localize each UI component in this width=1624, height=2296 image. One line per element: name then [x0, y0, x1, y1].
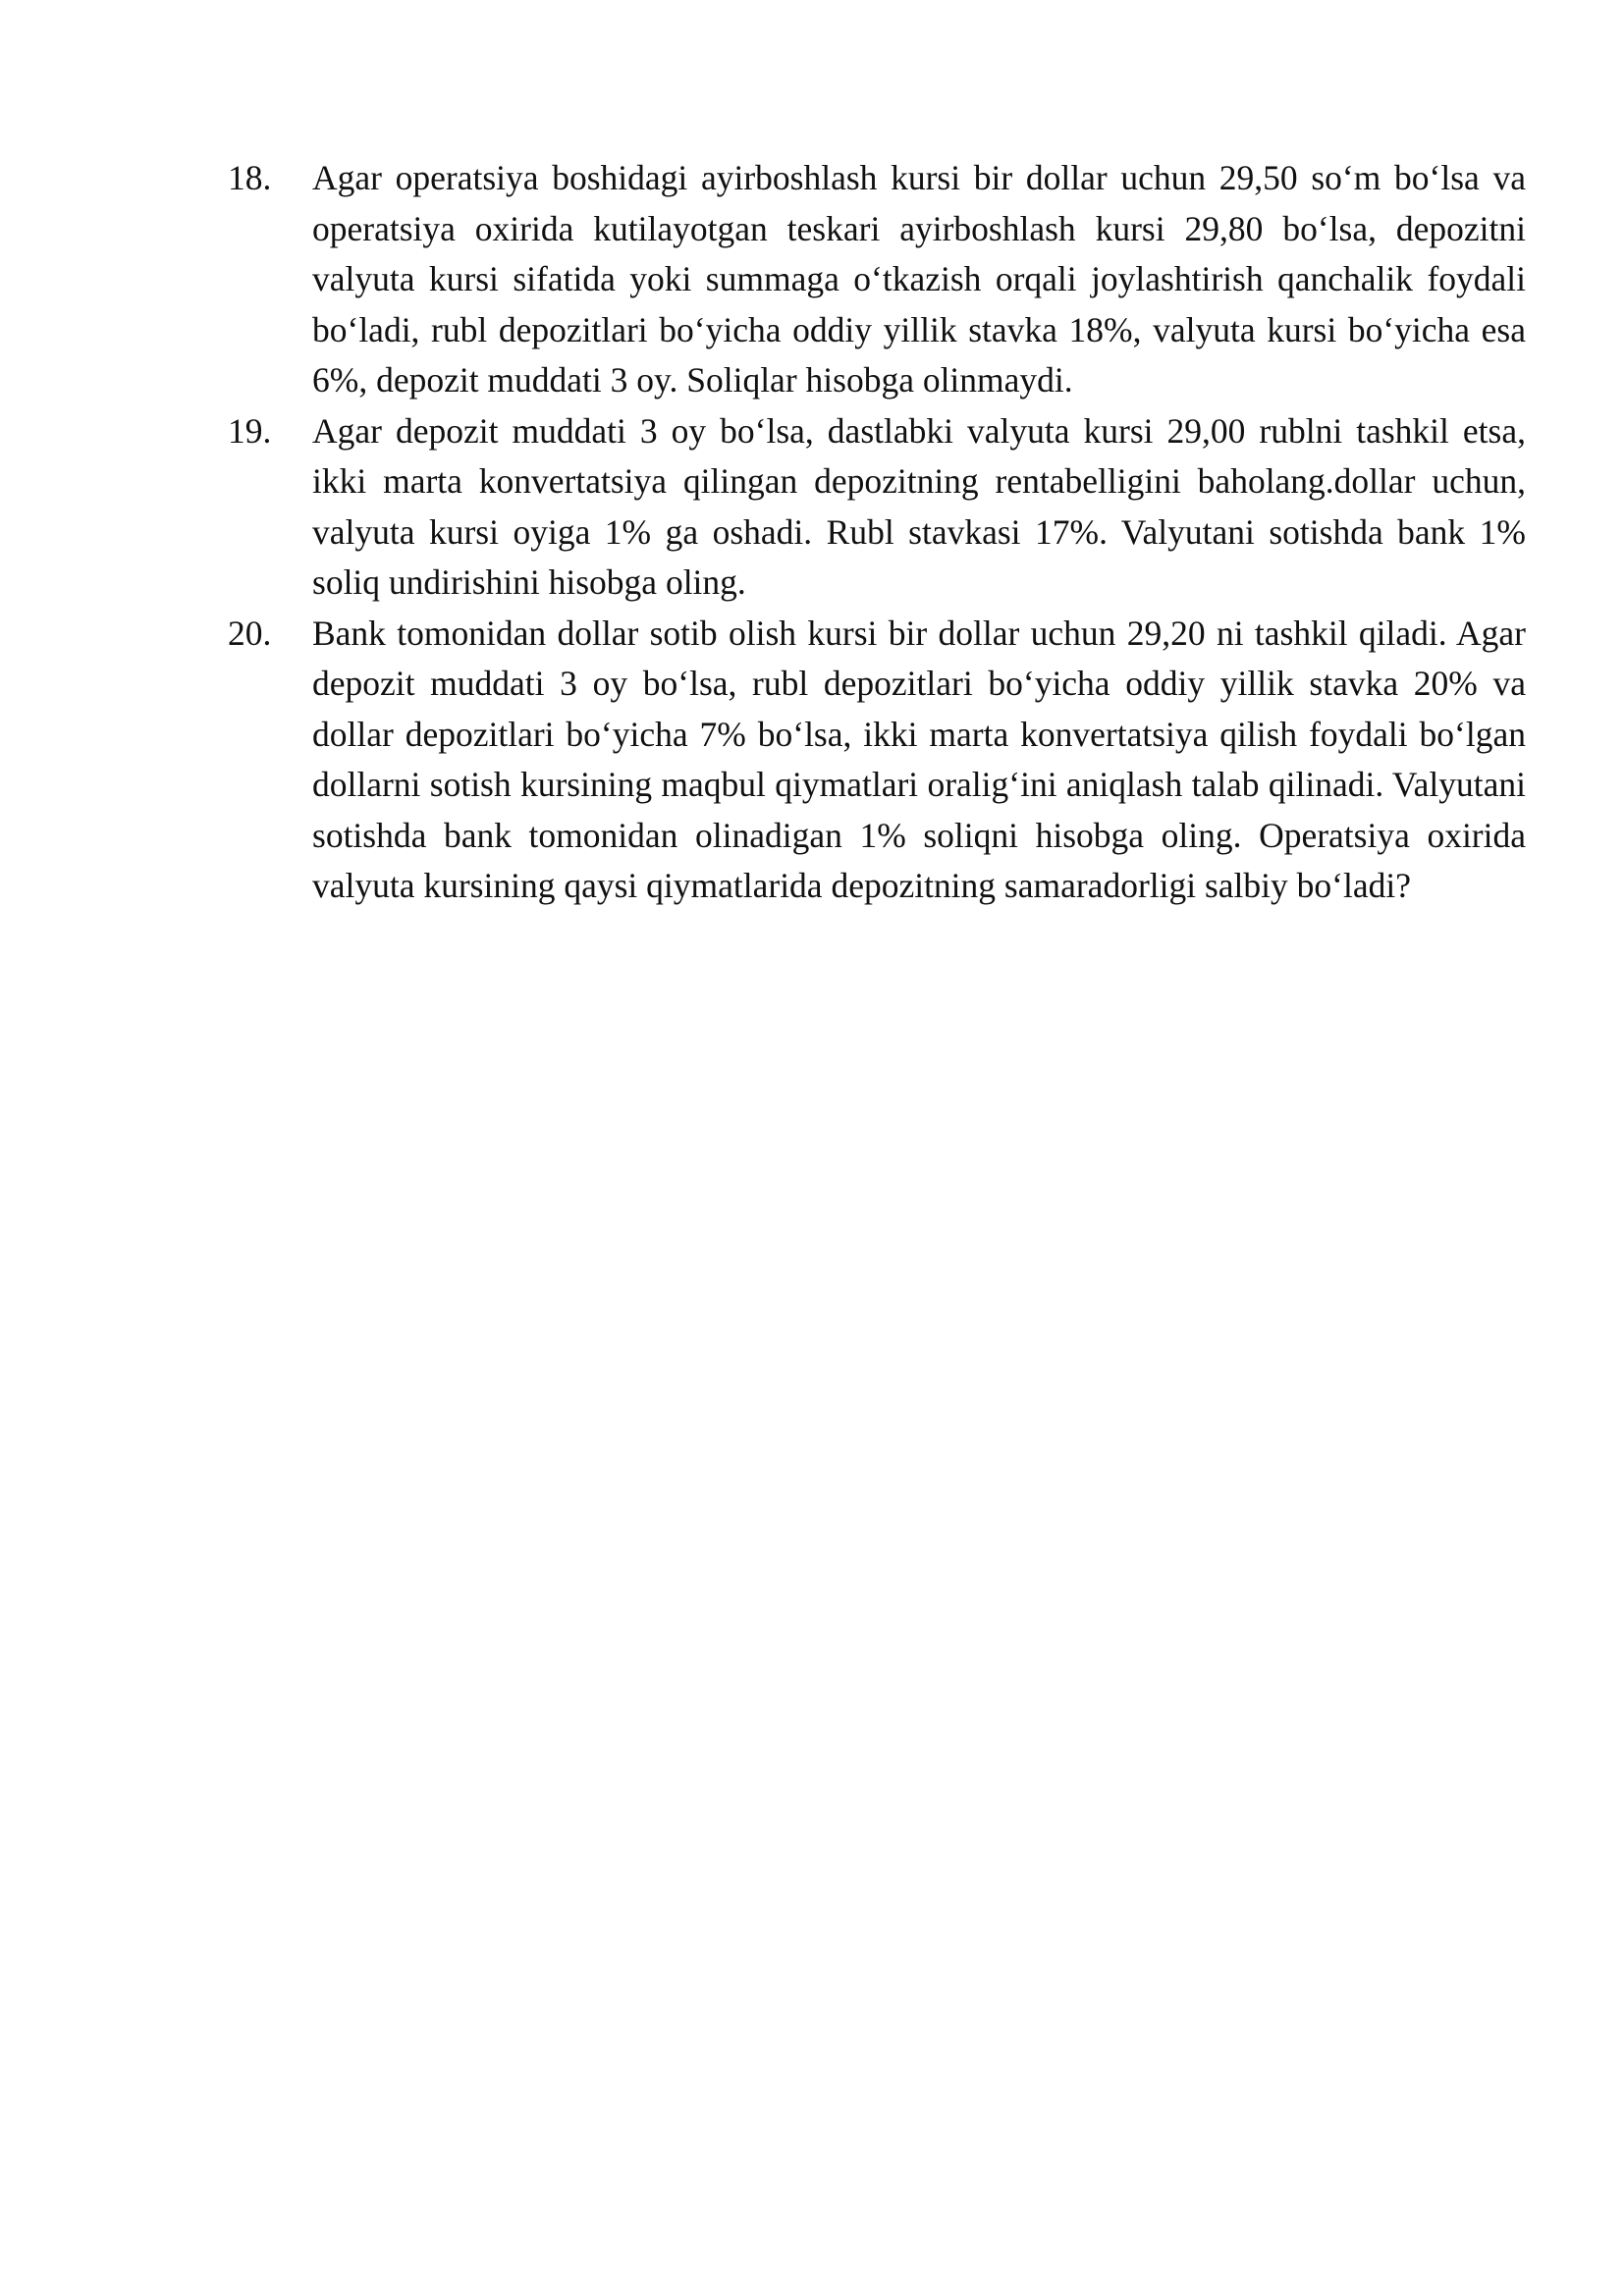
- problem-number: 19.: [228, 410, 272, 451]
- problem-item-19: [228, 406, 1526, 609]
- problem-text: Agar operatsiya boshidagi ayirboshlash kursi bir dollar uchun 29,50 so‘m bo‘lsa va operatsiya oxirida kutilayotgan teskari ayirboshlash kursi 29,80 bo‘lsa, depozitni valyuta kursi sifatida yoki summaga o‘tkazish orqali joylashtirish qanchalik foydali bo‘ladi, rubl depozitlari bo‘yicha oddiy yillik stavka 18%, valyuta kursi bo‘yicha esa 6%, depozit muddati 3 oy. Soliqlar hisobga olinmaydi.: [312, 158, 1526, 400]
- problem-item-18: [228, 153, 1526, 406]
- problem-text: Bank tomonidan dollar sotib olish kursi bir dollar uchun 29,20 ni tashkil qiladi. Agar depozit muddati 3 oy bo‘lsa, rubl depozitlari bo‘yicha oddiy yillik stavka 20% va dollar depozitlari bo‘yicha 7% bo‘lsa, ikki marta konvertatsiya qilish foydali bo‘lgan dollarni sotish kursining maqbul qiymatlari oralig‘ini aniqlash talab qilinadi. Valyutani sotishda bank tomonidan olinadigan 1% soliqni hisobga oling. Operatsiya oxirida valyuta kursining qaysi qiymatlarida depozitning samaradorligi salbiy bo‘ladi?: [312, 613, 1526, 905]
- problem-item-20: [228, 609, 1526, 912]
- problem-number: 18.: [228, 158, 272, 197]
- problem-list: [228, 153, 1526, 912]
- problem-number: 20.: [228, 613, 272, 653]
- problem-text: Agar depozit muddati 3 oy bo‘lsa, dastlabki valyuta kursi 29,00 rublni tashkil etsa, ikki marta konvertatsiya qilingan depozitning rentabelligini baholang.dollar uchun, valyuta kursi oyiga 1% ga oshadi. Rubl stavkasi 17%. Valyutani sotishda bank 1% soliq undirishini hisobga oling.: [312, 410, 1526, 602]
